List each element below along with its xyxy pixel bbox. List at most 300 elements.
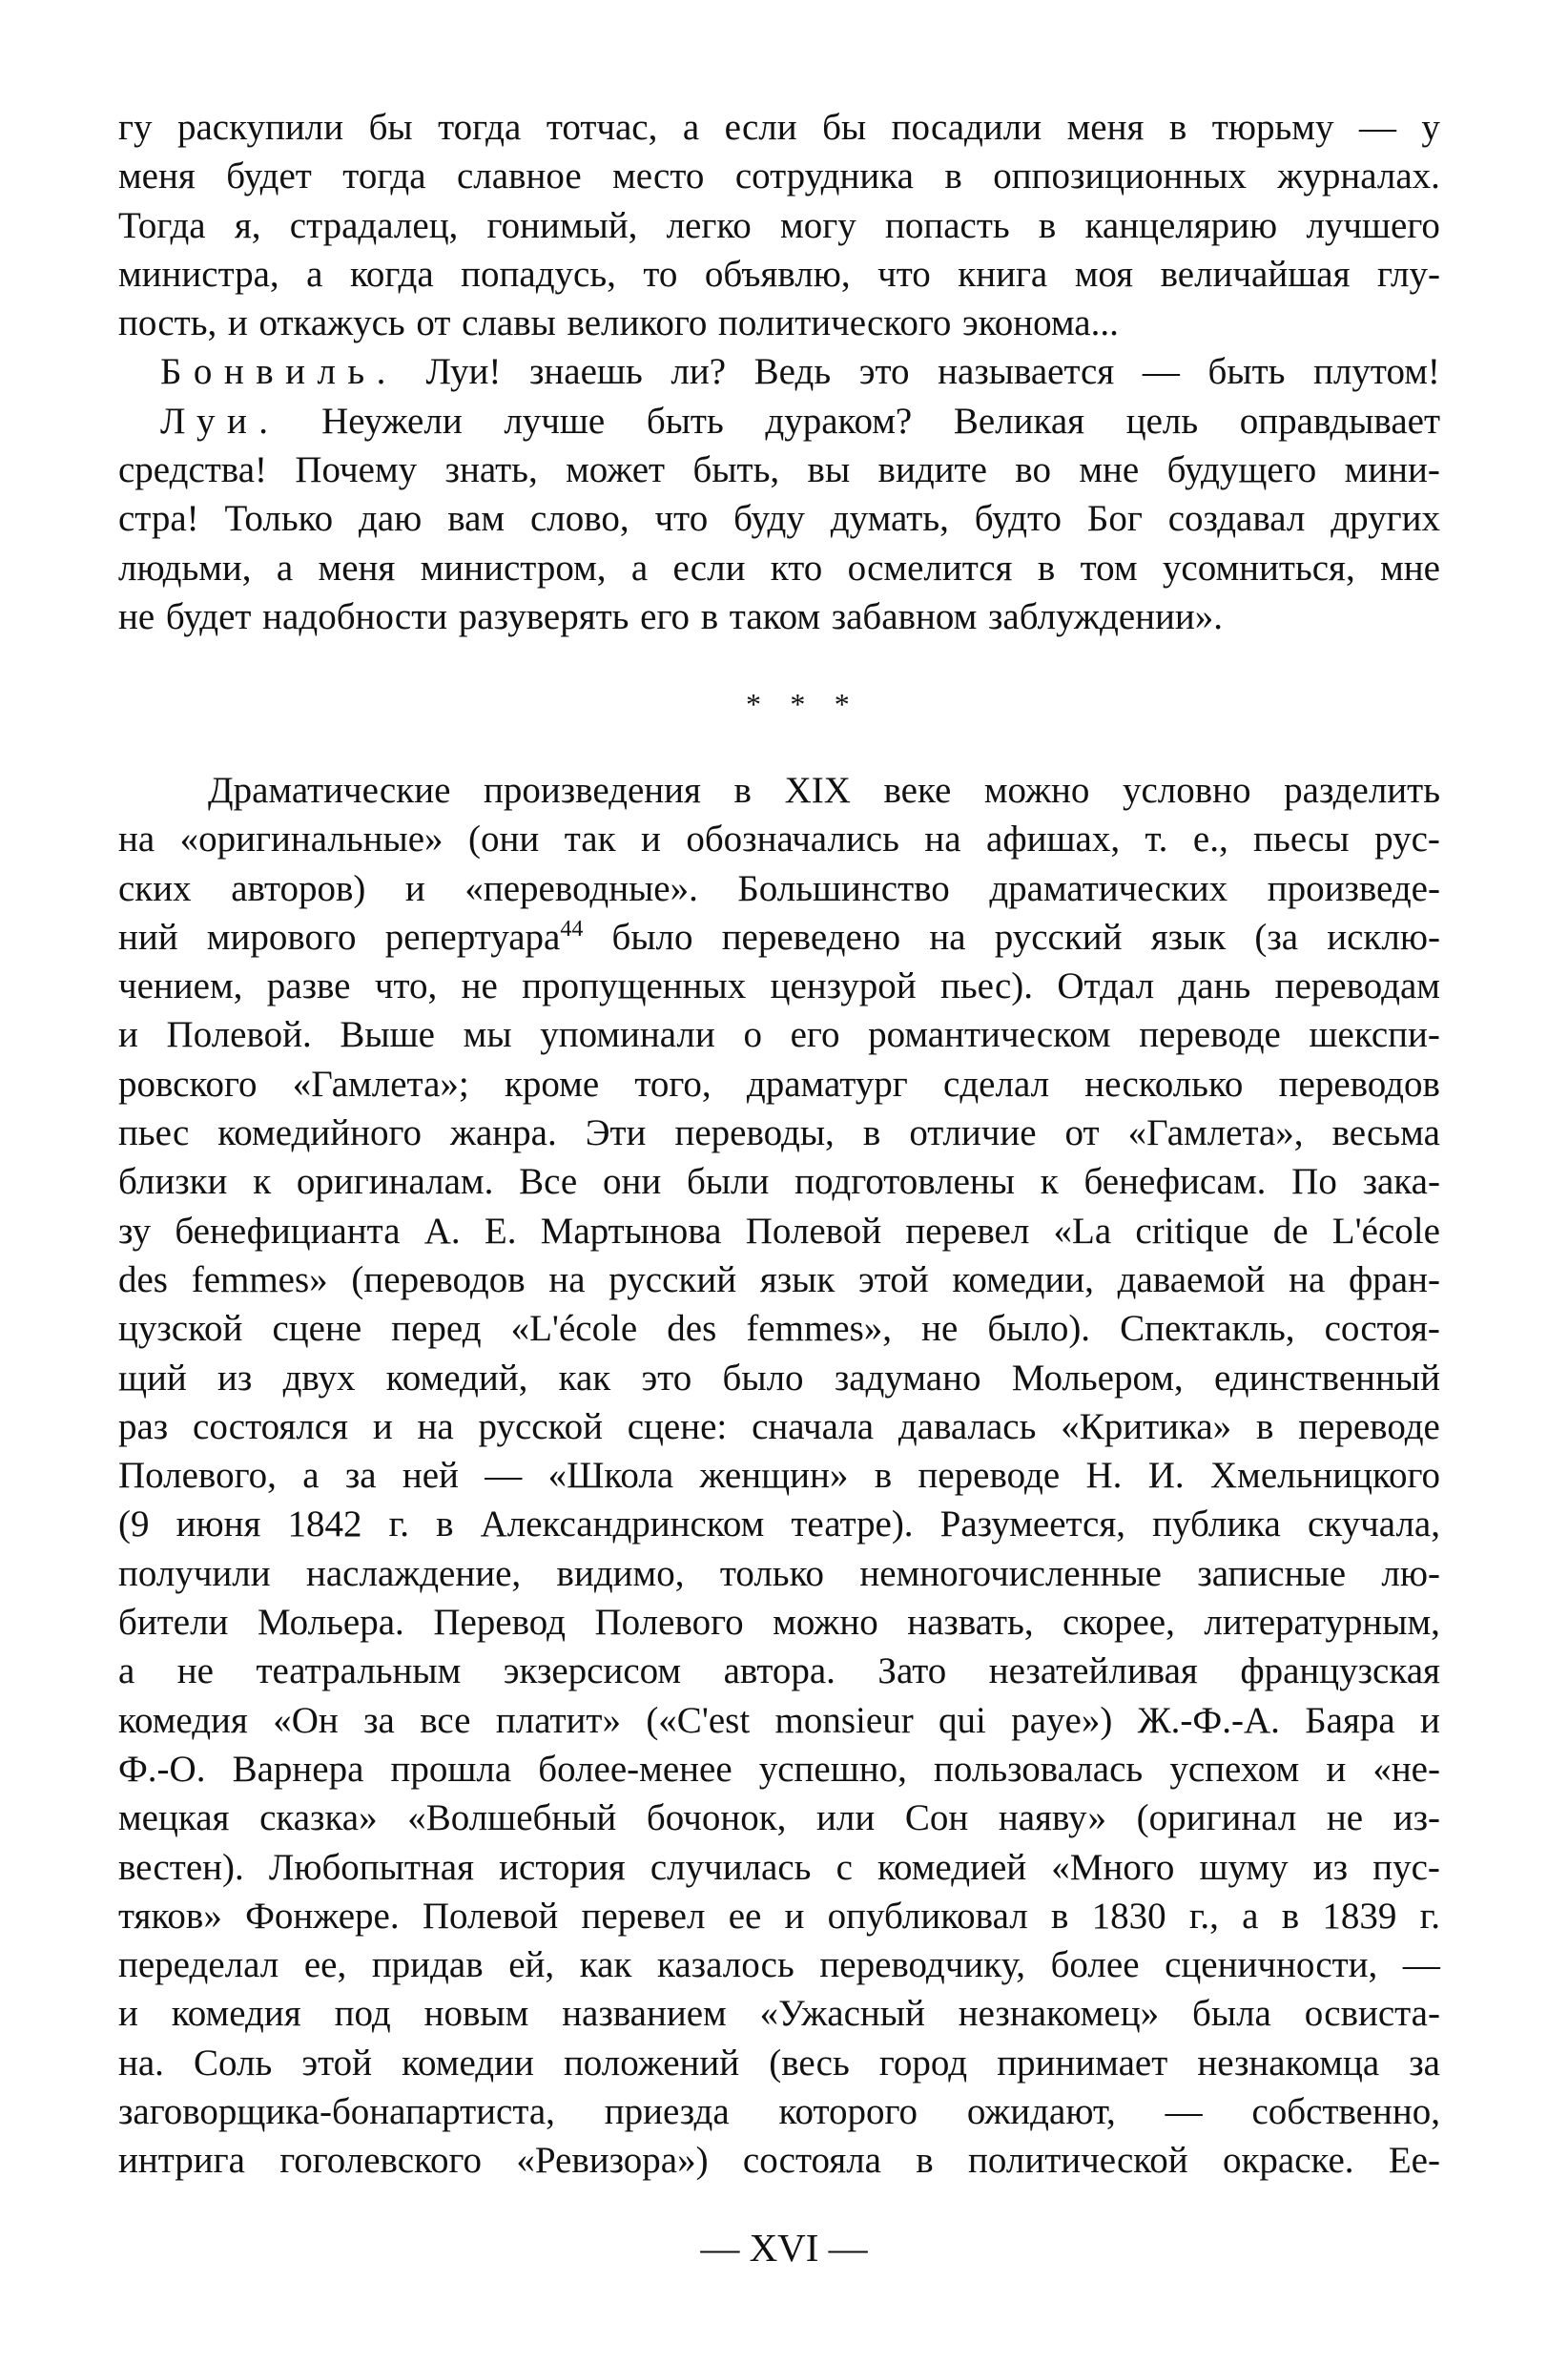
word: пропущенных xyxy=(522,965,747,1007)
text-line xyxy=(118,1696,1440,1745)
word: шуму xyxy=(1199,1846,1289,1888)
word: история xyxy=(499,1846,626,1888)
word: Полевой. xyxy=(166,1014,312,1056)
word: это xyxy=(858,351,910,393)
word: были xyxy=(686,1161,770,1203)
word: состоя- xyxy=(1324,1308,1440,1350)
word: назвать, xyxy=(907,1602,1034,1644)
word: интрига xyxy=(118,2140,245,2182)
word: лучшего xyxy=(1306,204,1440,246)
word: других xyxy=(1331,498,1440,540)
word: Неужели xyxy=(321,400,463,442)
word: monsieur xyxy=(774,1699,914,1741)
word: переводчику, xyxy=(819,1944,1025,1986)
word: а xyxy=(306,253,323,295)
word: платит» xyxy=(495,1699,621,1741)
word: сцене: xyxy=(627,1405,728,1447)
word: в xyxy=(862,1112,881,1154)
word: было). xyxy=(987,1308,1091,1350)
word: зака- xyxy=(1362,1161,1440,1203)
word: не xyxy=(461,965,498,1007)
word: забавном xyxy=(831,595,978,637)
word: Великая xyxy=(953,400,1085,442)
word: мирового xyxy=(206,916,357,958)
word: автора. xyxy=(723,1650,836,1692)
word: разве xyxy=(266,965,351,1007)
word: заблуждении». xyxy=(988,595,1223,637)
word: несколько xyxy=(1084,1063,1244,1105)
word: комедией xyxy=(877,1846,1027,1888)
word: романтическом xyxy=(868,1014,1111,1056)
word: отличие xyxy=(909,1112,1037,1154)
word: Только xyxy=(224,498,334,540)
word: ее xyxy=(728,1895,762,1937)
word: Ф.-О. xyxy=(118,1748,206,1790)
word: в xyxy=(1038,204,1057,246)
word: объявлю, xyxy=(704,253,851,295)
word: собственно, xyxy=(1251,2091,1440,2133)
word: заговорщика-бонапартиста, xyxy=(118,2091,555,2133)
word: экзерсисом xyxy=(503,1650,682,1692)
word: жанра. xyxy=(450,1112,557,1154)
word: женщин» xyxy=(699,1455,849,1497)
word: осмелится xyxy=(847,547,1013,589)
word: вам xyxy=(447,498,505,540)
word: русской xyxy=(478,1405,603,1447)
word: разделить xyxy=(1284,770,1440,811)
text-line xyxy=(118,250,1440,299)
word: может xyxy=(566,449,666,491)
word: двух xyxy=(282,1357,356,1399)
word: министром, xyxy=(420,547,607,589)
word: состояла xyxy=(742,2140,881,2182)
text-line xyxy=(118,815,1440,863)
word: бители xyxy=(118,1602,229,1644)
word: Варнера xyxy=(232,1748,364,1790)
word: можно xyxy=(773,1602,878,1644)
word: таком xyxy=(729,595,821,637)
word: публика xyxy=(1152,1503,1281,1545)
word: de xyxy=(1272,1210,1309,1252)
word: драматических xyxy=(989,867,1228,909)
word: Ведь xyxy=(753,351,832,393)
word: театре). xyxy=(791,1503,914,1545)
word: а xyxy=(302,1455,320,1497)
word: июня xyxy=(175,1503,261,1545)
word: за xyxy=(363,1699,395,1741)
word: ровского xyxy=(118,1063,258,1105)
text-line xyxy=(118,201,1440,250)
word: плутом! xyxy=(1313,351,1440,393)
word: на xyxy=(924,819,961,861)
word: людьми, xyxy=(118,547,252,589)
word: раз xyxy=(118,1405,169,1447)
word: е., xyxy=(1192,819,1228,861)
word: Соль xyxy=(194,2042,273,2084)
word: русский xyxy=(994,916,1123,958)
word: Зато xyxy=(877,1650,947,1692)
word: литературным, xyxy=(1204,1602,1440,1644)
word: освиста- xyxy=(1304,1993,1440,2035)
word: быть xyxy=(646,400,724,442)
word: в xyxy=(1168,107,1187,148)
word: — xyxy=(1142,351,1180,393)
word: средства! xyxy=(118,449,267,491)
word: что xyxy=(877,253,931,295)
word: Все xyxy=(519,1161,578,1203)
word: Мартынова xyxy=(540,1210,722,1252)
word: ожидают, xyxy=(966,2091,1116,2133)
word: пус- xyxy=(1372,1846,1440,1888)
text-line xyxy=(118,397,1440,446)
word: упоминали xyxy=(540,1014,715,1056)
word: незнакомец» xyxy=(958,1993,1160,2035)
text-line xyxy=(118,913,1440,962)
word: условно xyxy=(1123,770,1251,811)
word: оппозиционных xyxy=(993,156,1247,197)
word: ских xyxy=(118,867,192,909)
word: вестен). xyxy=(118,1846,244,1888)
speaker-name: Бонвиль. xyxy=(160,351,398,393)
word: сказка» xyxy=(259,1797,378,1839)
word: пьес). xyxy=(940,965,1034,1007)
word: перевел xyxy=(581,1895,706,1937)
word: г. xyxy=(1419,1895,1440,1937)
word: давалась xyxy=(897,1405,1037,1447)
word: (9 xyxy=(118,1503,150,1545)
word: о xyxy=(743,1014,762,1056)
word: веке xyxy=(883,770,952,811)
word: того, xyxy=(634,1063,712,1105)
word: успешно, xyxy=(758,1748,907,1790)
word: перевел xyxy=(905,1210,1030,1252)
word: Ж.-Ф.-А. xyxy=(1137,1699,1280,1741)
word: театральным xyxy=(256,1650,462,1692)
word: принимает xyxy=(997,2042,1168,2084)
word: critique xyxy=(1135,1210,1249,1252)
word: можно xyxy=(983,770,1090,811)
word: под xyxy=(334,1993,391,2035)
word: «оригинальные» xyxy=(179,819,444,861)
word: (они xyxy=(468,819,540,861)
word: сценичности, xyxy=(1165,1944,1378,1986)
word: близки xyxy=(118,1161,228,1203)
word: то xyxy=(643,253,678,295)
word: Мольером, xyxy=(1011,1357,1184,1399)
text-line xyxy=(118,347,1440,396)
word: произведения xyxy=(483,770,701,811)
text-line xyxy=(118,446,1440,494)
text-line xyxy=(118,1549,1440,1598)
word: язык xyxy=(1150,916,1227,958)
word: зу xyxy=(118,1210,152,1252)
text-line xyxy=(118,1304,1440,1353)
word: надобности xyxy=(262,595,448,637)
word: канцелярию xyxy=(1084,204,1278,246)
word: посадили xyxy=(891,107,1042,148)
word: незатейливая xyxy=(988,1650,1198,1692)
word: бы xyxy=(822,107,867,148)
word: незнакомца xyxy=(1197,2042,1380,2084)
word: или xyxy=(816,1797,876,1839)
word: если xyxy=(724,107,797,148)
word: а xyxy=(118,1650,135,1692)
word: г., xyxy=(1188,1895,1219,1937)
word: обозначались xyxy=(686,819,899,861)
word: «Школа xyxy=(547,1455,674,1497)
word: лю- xyxy=(1381,1552,1440,1594)
word: драматург xyxy=(746,1063,908,1105)
word: место xyxy=(612,156,705,197)
word: русский xyxy=(609,1258,737,1300)
word: шекспи- xyxy=(1309,1014,1440,1056)
word: 1839 xyxy=(1322,1895,1397,1937)
word: «Он xyxy=(273,1699,339,1741)
word: на. xyxy=(118,2042,164,2084)
word: тотчас, xyxy=(546,107,658,148)
word: бочонок, xyxy=(646,1797,787,1839)
word: глу- xyxy=(1377,253,1440,295)
word: из xyxy=(1312,1846,1349,1888)
word: «Гамлета»; xyxy=(292,1063,469,1105)
word: рус- xyxy=(1374,819,1440,861)
word: (весь xyxy=(769,2042,850,2084)
word: ее, xyxy=(303,1944,347,1986)
word: будущего xyxy=(1166,449,1317,491)
word: которого xyxy=(778,2091,918,2133)
word: министра, xyxy=(118,253,279,295)
text-line xyxy=(118,592,1440,641)
word: «Гамлета», xyxy=(1127,1112,1304,1154)
word: femmes» xyxy=(191,1258,328,1300)
word: Сон xyxy=(904,1797,969,1839)
word: лучше xyxy=(504,400,606,442)
word: бы xyxy=(368,107,413,148)
word: des xyxy=(118,1258,168,1300)
word: «Ревизора») xyxy=(516,2140,709,2182)
word: Мольера. xyxy=(257,1602,404,1644)
word: в xyxy=(1037,547,1056,589)
word: было xyxy=(611,916,693,958)
word: femmes», xyxy=(746,1308,893,1350)
word: «не- xyxy=(1372,1748,1440,1790)
word: том xyxy=(1080,547,1138,589)
word: за xyxy=(344,1455,377,1497)
word: наяву» xyxy=(998,1797,1107,1839)
word: за xyxy=(1409,2042,1440,2084)
word: des xyxy=(667,1308,717,1350)
word: гоголевского xyxy=(279,2140,483,2182)
word: его xyxy=(790,1014,840,1056)
word: мини- xyxy=(1344,449,1440,491)
word: а xyxy=(682,107,700,148)
word: Е. xyxy=(484,1210,517,1252)
word: журналах. xyxy=(1277,156,1440,197)
word: L'école xyxy=(1331,1210,1440,1252)
word: они xyxy=(602,1161,662,1203)
word: щий xyxy=(118,1357,187,1399)
word: цензурой xyxy=(770,965,917,1007)
word: кроме xyxy=(504,1063,600,1105)
word: от xyxy=(416,302,451,344)
word: 1830 xyxy=(1091,1895,1166,1937)
word: мне xyxy=(1380,547,1440,589)
word: не xyxy=(118,595,155,637)
word: гу xyxy=(118,107,153,148)
word: Александринском xyxy=(480,1503,765,1545)
text-line xyxy=(118,1157,1440,1206)
word: была xyxy=(1192,1993,1271,2035)
word: и xyxy=(1326,1748,1347,1790)
word: Драматические xyxy=(208,770,451,811)
word: во xyxy=(1015,449,1051,491)
word: если xyxy=(672,547,746,589)
word: paye») xyxy=(1011,1699,1113,1741)
word: не xyxy=(176,1650,214,1692)
word: буду xyxy=(733,498,805,540)
word: ней xyxy=(402,1455,459,1497)
word: тогда xyxy=(438,107,522,148)
word: у xyxy=(1421,107,1440,148)
word: только xyxy=(719,1552,825,1594)
word: в xyxy=(944,156,962,197)
text-line xyxy=(118,766,1440,815)
word: так xyxy=(564,819,616,861)
word: Бог xyxy=(1086,498,1143,540)
text-line xyxy=(118,1060,1440,1109)
word: афишах, xyxy=(986,819,1121,861)
word: подготовлены xyxy=(794,1161,1015,1203)
word: состоялся xyxy=(193,1405,349,1447)
word: успехом xyxy=(1169,1748,1300,1790)
word: переводе xyxy=(918,1455,1061,1497)
word: видите xyxy=(877,449,987,491)
word: моя xyxy=(1074,253,1134,295)
word: «Ужасный xyxy=(759,1993,925,2035)
word: попасть xyxy=(884,204,1010,246)
word: гонимый, xyxy=(486,204,638,246)
word: а xyxy=(630,547,649,589)
word: город xyxy=(878,2042,968,2084)
word: этой xyxy=(301,2042,372,2084)
word: Фонжере. xyxy=(245,1895,400,1937)
word: Спектакль, xyxy=(1120,1308,1295,1350)
word: слово, xyxy=(529,498,629,540)
word: в xyxy=(1255,1405,1274,1447)
word: видимо, xyxy=(556,1552,685,1594)
word: меня xyxy=(318,547,396,589)
word: на xyxy=(1289,1258,1326,1300)
word: на xyxy=(118,819,155,861)
word: чением, xyxy=(118,965,243,1007)
word: усомниться, xyxy=(1162,547,1355,589)
word: от xyxy=(1064,1112,1100,1154)
word: исклю- xyxy=(1327,916,1440,958)
word: великого xyxy=(567,302,708,344)
word: записные xyxy=(1197,1552,1346,1594)
text-line xyxy=(118,152,1440,200)
word: славное xyxy=(456,156,582,197)
word: сцене xyxy=(272,1308,362,1350)
footnote-marker[interactable]: 44 xyxy=(560,916,584,942)
word: книга xyxy=(958,253,1048,295)
word: И. xyxy=(1147,1455,1185,1497)
word: французская xyxy=(1240,1650,1440,1692)
word: — xyxy=(1402,1944,1440,1986)
word: переведено xyxy=(721,916,901,958)
word: из- xyxy=(1393,1797,1440,1839)
word: дань xyxy=(1178,965,1251,1007)
word: политического xyxy=(718,302,952,344)
word: более-менее xyxy=(538,1748,732,1790)
text-line xyxy=(118,2087,1440,2136)
word: пьес xyxy=(118,1112,190,1154)
word: скучала, xyxy=(1307,1503,1440,1545)
word: Полевой xyxy=(745,1210,882,1252)
word: с xyxy=(836,1846,853,1888)
word: а xyxy=(276,547,294,589)
word: комедия xyxy=(118,1699,248,1741)
word: даваемой xyxy=(1117,1258,1266,1300)
word: создавал xyxy=(1167,498,1306,540)
word: задумано xyxy=(834,1357,981,1399)
word: «L'école xyxy=(510,1308,638,1350)
word: к xyxy=(253,1161,272,1203)
text-line xyxy=(118,2136,1440,2185)
word: qui xyxy=(939,1699,986,1741)
text-line xyxy=(118,1989,1440,2038)
word: перед xyxy=(391,1308,482,1350)
word: (переводов xyxy=(351,1258,526,1300)
word: могу xyxy=(780,204,856,246)
word: опубликовал xyxy=(827,1895,1028,1937)
word: «La xyxy=(1053,1210,1112,1252)
word: на xyxy=(929,916,966,958)
text-line xyxy=(118,1109,1440,1157)
text-block-dialogue xyxy=(118,103,1440,641)
word: более xyxy=(1050,1944,1140,1986)
word: ний xyxy=(118,916,178,958)
word: и xyxy=(118,1993,138,2035)
word: Полевого xyxy=(594,1602,744,1644)
word: т. xyxy=(1145,819,1168,861)
word: сначала xyxy=(752,1405,875,1447)
word: я, xyxy=(234,204,261,246)
word: и xyxy=(640,819,661,861)
word: — xyxy=(1165,2091,1203,2133)
word: произведе- xyxy=(1267,867,1440,909)
word: комедия xyxy=(171,1993,301,2035)
word: прошла xyxy=(390,1748,512,1790)
word: бенефисам. xyxy=(1083,1161,1267,1203)
word: комедии xyxy=(402,2042,534,2084)
text-line xyxy=(118,1745,1440,1794)
word: положений xyxy=(563,2042,740,2084)
text-line xyxy=(118,962,1440,1010)
word: весьма xyxy=(1331,1112,1440,1154)
word: в xyxy=(700,595,719,637)
word: что, xyxy=(374,965,438,1007)
word: цузской xyxy=(118,1308,243,1350)
word: комедий, xyxy=(385,1357,528,1399)
page-number: — XVI — xyxy=(700,2226,868,2270)
word: «Критика» xyxy=(1061,1405,1232,1447)
word: Разумеется, xyxy=(939,1503,1126,1545)
text-line xyxy=(118,544,1440,592)
word: переводы, xyxy=(674,1112,835,1154)
word: переделал xyxy=(118,1944,279,1986)
word: — xyxy=(1358,107,1396,148)
